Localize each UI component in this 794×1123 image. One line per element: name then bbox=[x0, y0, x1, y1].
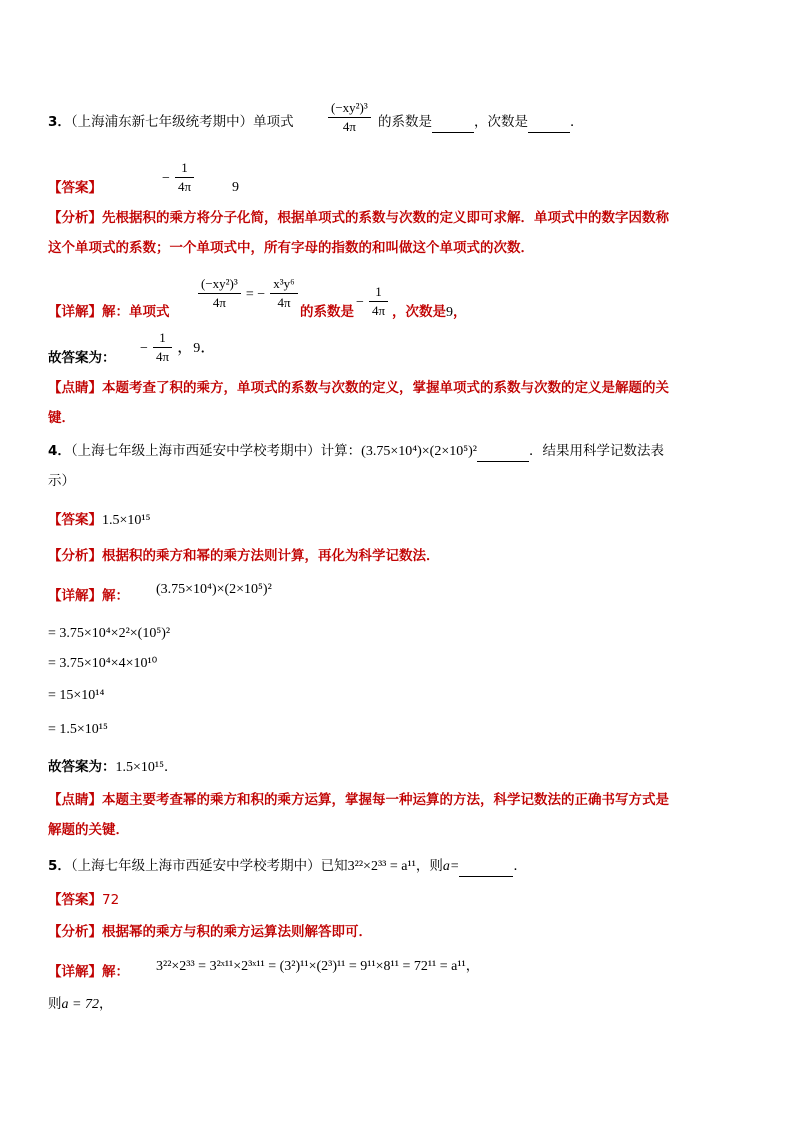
q4-tip-line1 bbox=[48, 790, 669, 810]
q4-conclusion-end: ． bbox=[163, 759, 178, 775]
q5-detail bbox=[48, 962, 129, 982]
q3-detail-expr: $\frac{\text{(−xy²)³}}{4\pi}$ = − $\frac{\text{x³y⁶}}{4\pi}$ bbox=[198, 276, 298, 311]
q5-detail-tag: 【详解】 bbox=[48, 964, 102, 980]
q4-step-3: = 15×10¹⁴ bbox=[48, 688, 105, 703]
q5-stem-pre: 已知 bbox=[320, 858, 348, 874]
q3-blank-coefficient[interactable] bbox=[432, 112, 474, 133]
q4-detail-tag: 【详解】 bbox=[48, 588, 102, 604]
q3-detail-coef-sign: − bbox=[356, 295, 364, 310]
q3-analysis-text1: 先根据积的乘方将分子化简，根据单项式的系数与次数的定义即可求解．单项式中的数字因数称 bbox=[102, 210, 669, 226]
q3-conclusion bbox=[48, 348, 116, 368]
q4-stem-end: ．结果用科学记数法表 bbox=[528, 443, 664, 459]
q5-analysis-tag: 【分析】 bbox=[48, 924, 102, 940]
q3-stem-mid2: ，次数是 bbox=[474, 114, 528, 130]
q3-tip-line1 bbox=[48, 378, 669, 398]
q3-stem-fraction bbox=[328, 100, 371, 135]
q3-number: 3． bbox=[48, 114, 71, 130]
q4-blank[interactable] bbox=[477, 441, 529, 462]
q4-stem-line2: 示） bbox=[48, 473, 75, 489]
q4-tip-line2: 解题的关键． bbox=[48, 822, 129, 838]
q5-conclusion-end: ， bbox=[98, 996, 113, 1012]
q3-conclusion-value bbox=[140, 330, 216, 365]
q3-detail-degree: 9 bbox=[446, 305, 453, 320]
q5-answer-value: 72 bbox=[102, 892, 120, 908]
q5-detail-end: ， bbox=[465, 958, 480, 974]
q4-stem bbox=[48, 441, 664, 462]
q3-answer bbox=[48, 178, 102, 198]
q4-analysis bbox=[48, 546, 440, 566]
q3-blank-degree[interactable] bbox=[528, 112, 570, 133]
q4-source: （上海七年级上海市西延安中学校考期中） bbox=[70, 443, 321, 459]
q4-step-2: = 3.75×10⁴×4×10¹⁰ bbox=[48, 656, 158, 671]
q5-answer-tag: 【答案】 bbox=[48, 892, 102, 908]
q5-stem-end: ． bbox=[513, 858, 527, 874]
q5-detail-expr-line bbox=[156, 956, 479, 977]
q4-tip-text1: 本题主要考查幂的乘方和积的乘方运算，掌握每一种运算的方法，科学记数法的正确书写方式是 bbox=[102, 792, 669, 808]
q3-stem-pre: 单项式 bbox=[253, 114, 294, 130]
q4-stem-expr: (3.75×10⁴)×(2×10⁵)² bbox=[361, 444, 477, 459]
q3-detail-rhs-den: 4π bbox=[277, 295, 291, 310]
q3-conclusion-end: ． bbox=[200, 337, 217, 356]
q4-analysis-tag: 【分析】 bbox=[48, 548, 102, 564]
q3-stem-mid: 的系数是 bbox=[378, 114, 432, 130]
q4-answer-tag: 【答案】 bbox=[48, 512, 102, 528]
q3-stem-end: ． bbox=[570, 114, 584, 130]
q4-conclusion bbox=[48, 757, 177, 778]
q3-conclusion-degree: 9 bbox=[193, 341, 201, 356]
q4-step-0: (3.75×10⁴)×(2×10⁵)² bbox=[156, 582, 272, 597]
q5-stem-mid: ，则 bbox=[415, 858, 443, 874]
q5-stem-var: a= bbox=[442, 859, 460, 874]
q3-answer-degree: 9 bbox=[232, 180, 239, 195]
q4-answer bbox=[48, 510, 150, 531]
q3-detail-coef-num: 1 bbox=[369, 284, 388, 302]
q3-answer-sign: − bbox=[162, 171, 170, 186]
q3-conclusion-sign: − bbox=[140, 341, 148, 356]
q3-tip-text1: 本题考查了积的乘方，单项式的系数与次数的定义，掌握单项式的系数与次数的定义是解题的关 bbox=[102, 380, 669, 396]
q3-tip-line2: 键． bbox=[48, 410, 75, 426]
q3-detail-pre: 解：单项式 bbox=[102, 304, 170, 320]
q5-number: 5． bbox=[48, 858, 71, 874]
q5-source: （上海七年级上海市西延安中学校考期中） bbox=[70, 858, 321, 874]
q3-expr-numerator: (−xy²)³ bbox=[328, 100, 371, 118]
q4-detail-pre: 解： bbox=[102, 588, 129, 604]
q4-conclusion-pre: 故答案为： bbox=[48, 759, 116, 775]
q5-blank[interactable] bbox=[459, 856, 513, 877]
q3-tip-tag: 【点睛】 bbox=[48, 380, 102, 396]
q4-conclusion-value: 1.5×10¹⁵ bbox=[115, 760, 164, 775]
q3-analysis-tag: 【分析】 bbox=[48, 210, 102, 226]
q4-step-1: = 3.75×10⁴×2²×(10⁵)² bbox=[48, 626, 171, 641]
q5-stem-expr: 3²²×2³³ = a¹¹ bbox=[347, 859, 416, 874]
q3-answer-num: 1 bbox=[175, 160, 194, 178]
q3-stem bbox=[48, 112, 294, 132]
q4-analysis-text: 根据积的乘方和幂的乘方法则计算，再化为科学记数法． bbox=[102, 548, 440, 564]
q5-analysis-text: 根据幂的乘方与积的乘方运算法则解答即可． bbox=[102, 924, 372, 940]
q5-stem bbox=[48, 856, 527, 877]
q3-detail-tail bbox=[392, 302, 467, 323]
q4-step-4: = 1.5×10¹⁵ bbox=[48, 722, 108, 737]
q4-answer-value: 1.5×10¹⁵ bbox=[102, 513, 151, 528]
q3-detail-lhs-num: (−xy²)³ bbox=[198, 276, 241, 294]
q5-conclusion bbox=[48, 994, 112, 1015]
q3-detail-coef bbox=[356, 284, 388, 319]
q3-analysis-line2: 这个单项式的系数；一个单项式中，所有字母的指数的和叫做这个单项式的次数． bbox=[48, 240, 534, 256]
q3-detail bbox=[48, 302, 170, 322]
q3-answer-tag: 【答案】 bbox=[48, 180, 102, 196]
q5-analysis bbox=[48, 922, 372, 942]
q4-tip-tag: 【点睛】 bbox=[48, 792, 102, 808]
q5-conclusion-value: a = 72 bbox=[61, 997, 99, 1012]
q5-detail-expr: 3²²×2³³ = 3²ˣ¹¹×2³ˣ¹¹ = (3²)¹¹×(2³)¹¹ = 9¹¹×8¹¹ = 72¹¹ = a¹¹ bbox=[156, 959, 466, 974]
q3-detail-mid: 的系数是 bbox=[300, 304, 354, 320]
q3-analysis-line1 bbox=[48, 208, 669, 228]
q3-conclusion-pre: 故答案为： bbox=[48, 350, 116, 366]
q3-answer-den: 4π bbox=[178, 179, 192, 194]
q3-detail-end: ， bbox=[453, 304, 467, 320]
q5-detail-pre: 解： bbox=[102, 964, 129, 980]
q3-conclusion-sep: ， bbox=[177, 337, 194, 356]
q3-stem-tail bbox=[378, 112, 584, 133]
q4-number: 4． bbox=[48, 443, 71, 459]
q3-detail-coef-den: 4π bbox=[372, 303, 386, 318]
q3-source: （上海浦东新七年级统考期中） bbox=[70, 114, 254, 130]
q3-answer-value bbox=[162, 160, 194, 195]
q3-detail-tag: 【详解】 bbox=[48, 304, 102, 320]
q3-conclusion-den: 4π bbox=[156, 349, 170, 364]
q5-conclusion-pre: 则 bbox=[48, 996, 62, 1012]
q5-answer bbox=[48, 890, 119, 910]
q3-expr-denominator: 4π bbox=[342, 119, 356, 134]
q4-stem-pre: 计算： bbox=[320, 443, 362, 459]
q3-conclusion-num: 1 bbox=[153, 330, 172, 348]
q3-detail-rhs-num: x³y⁶ bbox=[270, 276, 297, 294]
q3-detail-mid2: ，次数是 bbox=[392, 304, 446, 320]
q4-detail bbox=[48, 586, 129, 606]
q3-detail-lhs-den: 4π bbox=[212, 295, 226, 310]
